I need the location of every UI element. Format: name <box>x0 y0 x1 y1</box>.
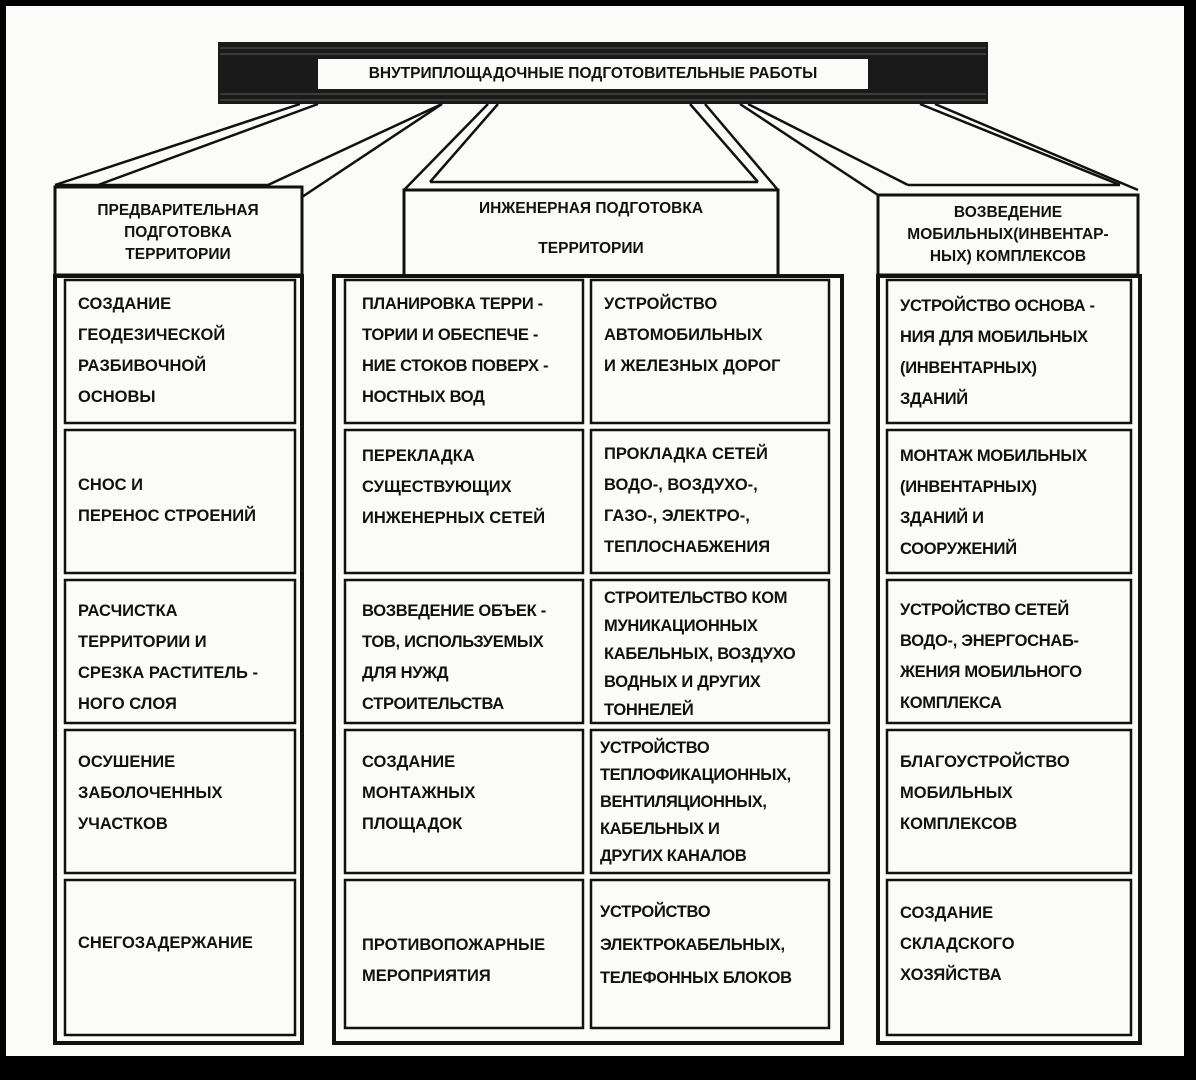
item-temporary-facilities: ВОЗВЕДЕНИЕ ОБЪЕК - ТОВ, ИСПОЛЬЗУЕМЫХ ДЛЯ НУЖД СТРОИТЕЛЬСТВА <box>362 602 546 713</box>
item-mobile-networks: УСТРОЙСТВО СЕТЕЙ ВОДО-, ЭНЕРГОСНАБ- ЖЕНИЯ МОБИЛЬНОГО КОМПЛЕКСА <box>900 601 1082 712</box>
item-utility-networks: ПРОКЛАДКА СЕТЕЙ ВОДО-, ВОЗДУХО-, ГАЗО-, ЭЛЕКТРО-, ТЕПЛОСНАБЖЕНИЯ <box>604 445 771 556</box>
column-header-engineering: ИНЖЕНЕРНАЯ ПОДГОТОВКА ТЕРРИТОРИИ <box>478 200 704 257</box>
item-clearing: РАСЧИСТКА ТЕРРИТОРИИ И СРЕЗКА РАСТИТЕЛЬ - НОГО СЛОЯ <box>78 602 258 713</box>
item-channels: УСТРОЙСТВО ТЕПЛОФИКАЦИОННЫХ, ВЕНТИЛЯЦИОННЫХ, КАБЕЛЬНЫХ И ДРУГИХ КАНАЛОВ <box>600 739 791 865</box>
item-mobile-assembly: МОНТАЖ МОБИЛЬНЫХ (ИНВЕНТАРНЫХ) ЗДАНИЙ И СООРУЖЕНИЙ <box>900 447 1087 558</box>
item-cable-blocks: УСТРОЙСТВО ЭЛЕКТРОКАБЕЛЬНЫХ, ТЕЛЕФОННЫХ БЛОКОВ <box>600 903 792 987</box>
column-header-preliminary: ПРЕДВАРИТЕЛЬНАЯ ПОДГОТОВКА ТЕРРИТОРИИ <box>97 202 259 263</box>
item-assembly-sites: СОЗДАНИЕ МОНТАЖНЫХ ПЛОЩАДОК <box>362 753 476 833</box>
diagram-title: ВНУТРИПЛОЩАДОЧНЫЕ ПОДГОТОВИТЕЛЬНЫЕ РАБОТЫ <box>318 59 868 89</box>
item-geodetic-base: СОЗДАНИЕ ГЕОДЕЗИЧЕСКОЙ РАЗБИВОЧНОЙ ОСНОВЫ <box>78 295 226 406</box>
item-drainage: ОСУШЕНИЕ ЗАБОЛОЧЕННЫХ УЧАСТКОВ <box>78 753 223 833</box>
item-landscaping: БЛАГОУСТРОЙСТВО МОБИЛЬНЫХ КОМПЛЕКСОВ <box>900 753 1070 833</box>
item-storage: СОЗДАНИЕ СКЛАДСКОГО ХОЗЯЙСТВА <box>900 904 1015 984</box>
column-header-mobile: ВОЗВЕДЕНИЕ МОБИЛЬНЫХ(ИНВЕНТАР- НЫХ) КОМПЛЕКСОВ <box>907 204 1109 265</box>
item-network-relocation: ПЕРЕКЛАДКА СУЩЕСТВУЮЩИХ ИНЖЕНЕРНЫХ СЕТЕЙ <box>362 447 546 527</box>
item-fire-safety: ПРОТИВОПОЖАРНЫЕ МЕРОПРИЯТИЯ <box>362 936 546 985</box>
item-site-planning: ПЛАНИРОВКА ТЕРРИ - ТОРИИ И ОБЕСПЕЧЕ - НИЕ СТОКОВ ПОВЕРХ - НОСТНЫХ ВОД <box>362 295 549 406</box>
item-foundation: УСТРОЙСТВО ОСНОВА - НИЯ ДЛЯ МОБИЛЬНЫХ (ИНВЕНТАРНЫХ) ЗДАНИЙ <box>900 297 1095 408</box>
item-demolition: СНОС И ПЕРЕНОС СТРОЕНИЙ <box>78 476 256 525</box>
item-snow-retention: СНЕГОЗАДЕРЖАНИЕ <box>78 934 253 952</box>
item-roads: УСТРОЙСТВО АВТОМОБИЛЬНЫХ И ЖЕЛЕЗНЫХ ДОРОГ <box>604 295 781 375</box>
item-tunnels: СТРОИТЕЛЬСТВО КОМ МУНИКАЦИОННЫХ КАБЕЛЬНЫХ, ВОЗДУХО ВОДНЫХ И ДРУГИХ ТОННЕЛЕЙ <box>604 589 796 719</box>
